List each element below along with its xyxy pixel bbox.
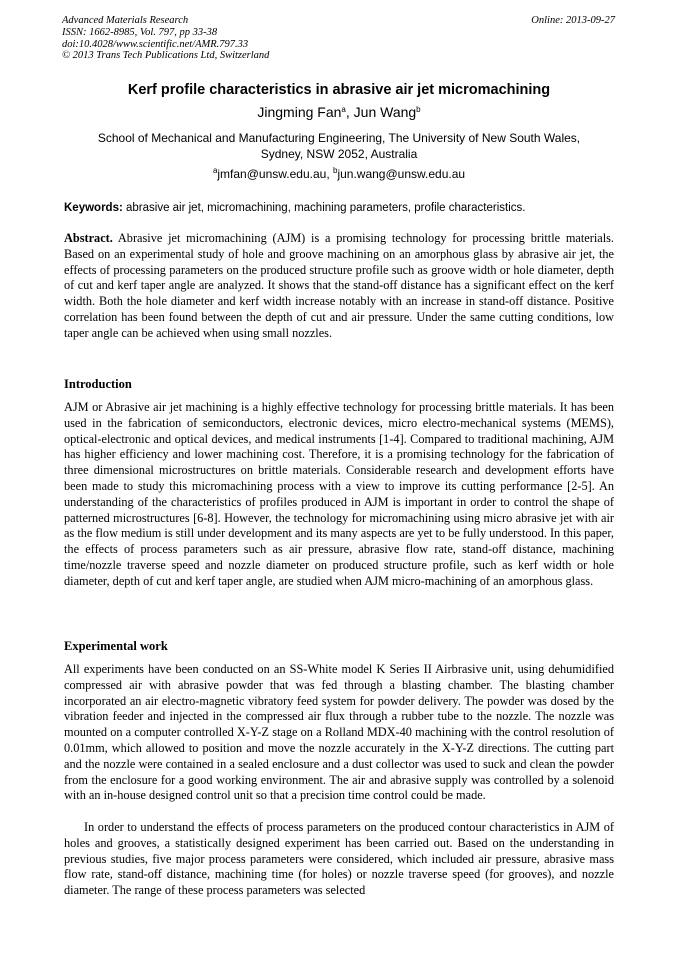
abstract xyxy=(64,231,614,342)
author-name: Jingming Fan xyxy=(257,104,342,120)
author-emails xyxy=(40,167,638,181)
experimental-paragraph-2: In order to understand the effects of process parameters on the produced contour characteristics in AJM of holes and grooves, a statistically designed experiment has been carried out. Based on the understanding in previous studies, five major process parameters were considered, which included air pressure, abrasive mass flow rate, stand-off distance, machining time (for holes) or nozzle traverse speed (for grooves), and nozzle diameter. The range of these process parameters was selected xyxy=(64,820,614,898)
keywords xyxy=(64,202,614,214)
paper-title: Kerf profile characteristics in abrasive air jet micromachining xyxy=(127,82,551,98)
online-date: Online: 2013-09-27 xyxy=(531,15,615,26)
author-list xyxy=(40,104,638,120)
email-link[interactable]: jmfan@unsw.edu.au xyxy=(217,167,327,181)
author-separator: , xyxy=(345,104,354,120)
email-separator: , xyxy=(326,167,333,181)
issn-line: ISSN: 1662-8985, Vol. 797, pp 33-38 xyxy=(62,26,218,38)
affiliation xyxy=(62,131,616,162)
section-heading-experimental: Experimental work xyxy=(64,639,168,653)
keywords-text: abrasive air jet, micromachining, machining parameters, profile characteristics. xyxy=(122,202,526,214)
author-superscript: b xyxy=(416,105,421,114)
abstract-text: Abrasive jet micromachining (AJM) is a promising technology for processing brittle materials. Based on an experimental study of hole and groove machining on an amorphous glass by abrasive air jet, the effects of processing parameters on the produced structure profile such as groove width or hole diameter, depth of cut and kerf taper angle are analyzed. It shows that the stand-off distance has a significant effect on the kerf width. Both the hole diameter and kerf width increase notably with an increase in stand-off distance. Positive correlation has been found between the depth of cut and air pressure. Under the same cutting conditions, low taper angle can be achieved when using small nozzles. xyxy=(64,231,614,340)
experimental-paragraph-1: All experiments have been conducted on an SS-White model K Series II Airbrasive unit, using dehumidified compressed air with abrasive powder that was fed through a blasting chamber. The blasting chamber incorporated an air electro-magnetic vibratory feed system for powder delivery. The powder was dosed by the vibration feeder and injected in the compressed air flux through a rubber tube to the nozzle. The nozzle was mounted on a computer controlled X-Y-Z stage on a Rolland MDX-40 machining with the control resolution of 0.01mm, which allowed to position and move the nozzle accurately in the X-Y-Z directions. The cutting part and the nozzle were contained in a sealed enclosure and a dust collector was used to suck and clean the powder from the enclosure for a good working environment. The air and abrasive supply was controlled by a solenoid with an in-house designed control unit so that a precision time control could be made. xyxy=(64,662,614,803)
section-heading-introduction: Introduction xyxy=(64,377,132,391)
affiliation-line: School of Mechanical and Manufacturing Engineering, The University of New South Wales, xyxy=(97,131,581,145)
abstract-label: Abstract. xyxy=(64,231,113,245)
introduction-paragraph: AJM or Abrasive air jet machining is a highly effective technology for processing brittle materials. It has been used in the fabrication of semiconductors, electronic devices, micro electro-mechanical systems (MEMS), optical-electronic and optical devices, and medical instruments [1-4]. Compared to traditional machining, AJM has higher efficiency and lower machining cost. Therefore, it is a promising technology for the fabrication of three dimensional microstructures on brittle materials. Considerable research and development efforts have been made to study this micromachining process with a view to improve its cutting performance [2-5]. An understanding of the characteristics of profiles produced in AJM is important in order to control the shape of patterned microstructures [6-8]. However, the technology for micromachining using micro abrasive jet with air as the flow medium is still under development and its many aspects are yet to be fully understood. In this paper, the effects of process parameters such as air pressure, abrasive flow rate, stand-off distance, machining time/nozzle traverse speed and nozzle diameter on produced structure profile, such as kerf width or hole diameter, depth of cut and kerf taper angle, are studied when AJM micro-machining of an amorphous glass. xyxy=(64,400,615,588)
author-superscript: a xyxy=(341,105,346,114)
affiliation-line: Sydney, NSW 2052, Australia xyxy=(260,146,418,161)
doi-line: doi:10.4028/www.scientific.net/AMR.797.33 xyxy=(62,38,249,50)
keywords-label: Keywords: xyxy=(64,202,123,214)
email-superscript: b xyxy=(332,166,338,175)
email-superscript: a xyxy=(212,166,218,175)
email-link[interactable]: jun.wang@unsw.edu.au xyxy=(337,167,466,181)
copyright-line: © 2013 Trans Tech Publications Ltd, Switzerland xyxy=(62,50,270,62)
journal-name: Advanced Materials Research xyxy=(62,15,189,26)
author-name: Jun Wang xyxy=(353,104,417,120)
journal-header xyxy=(62,15,269,62)
